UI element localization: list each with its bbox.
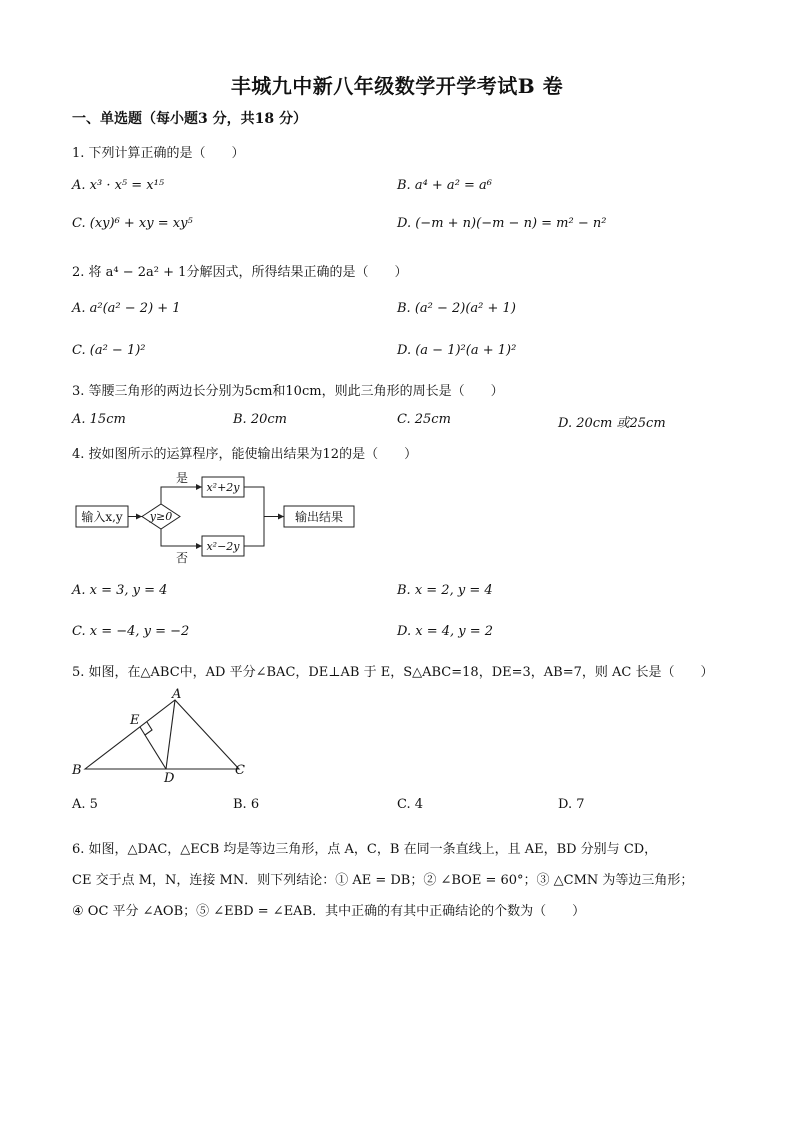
question-1-option-d: D. (−m + n)(−m − n) = m² − n² <box>397 216 607 231</box>
segment-ad <box>166 700 175 769</box>
triangle-figure <box>68 688 258 783</box>
question-5-option-c: C. 4 <box>397 797 424 812</box>
right-angle-mark <box>145 722 152 735</box>
flowchart-condition-label: y≥0 <box>149 510 173 523</box>
question-4-option-c: C. x = −4, y = −2 <box>72 624 190 639</box>
flowchart-no-label: 否 <box>175 551 189 565</box>
label-c: C <box>235 763 245 778</box>
page-title: 丰城九中新八年级数学开学考试B 卷 <box>230 74 564 98</box>
flowchart-no-expression: x²−2y <box>206 540 240 553</box>
question-2-option-b: B. (a² − 2)(a² + 1) <box>397 301 516 316</box>
label-d: D <box>164 771 175 783</box>
question-2-stem: 2. 将 a⁴ − 2a² + 1分解因式，所得结果正确的是（ ） <box>72 265 408 280</box>
question-3-option-d: D. 20cm 或25cm <box>558 416 666 431</box>
question-1-option-a: A. x³ · x⁵ = x¹⁵ <box>72 178 165 193</box>
section-heading: 一、单选题（每小题3 分，共18 分） <box>72 111 307 127</box>
question-3-option-c: C. 25cm <box>397 412 451 427</box>
question-4-option-a: A. x = 3, y = 4 <box>72 583 168 598</box>
question-2-option-d: D. (a − 1)²(a + 1)² <box>397 343 517 358</box>
question-5-stem: 5. 如图，在△ABC中，AD 平分∠BAC，DE⊥AB 于 E，S△ABC=18，DE=3，AB=7，则 AC 长是（ ） <box>72 665 714 680</box>
question-2-option-a: A. a²(a² − 2) + 1 <box>72 301 181 316</box>
question-6-stem-line-3: ④ OC 平分 ∠AOB；⑤ ∠EBD = ∠EAB．其中正确的有其中正确结论的个数为（ ） <box>72 904 586 919</box>
label-e: E <box>130 713 140 728</box>
question-1-option-b: B. a⁴ + a² = a⁶ <box>397 178 493 193</box>
segment-de <box>140 727 166 769</box>
question-4-stem: 4. 按如图所示的运算程序，能使输出结果为12的是（ ） <box>72 447 418 462</box>
question-5-option-d: D. 7 <box>558 797 585 812</box>
question-5-option-a: A. 5 <box>72 797 98 812</box>
question-3-option-a: A. 15cm <box>72 412 126 427</box>
question-5-option-b: B. 6 <box>233 797 260 812</box>
question-4-option-d: D. x = 4, y = 2 <box>397 624 494 639</box>
flowchart-output-label: 输出结果 <box>294 510 344 524</box>
question-6-stem-line-1: 6. 如图，△DAC，△ECB 均是等边三角形，点 A，C，B 在同一条直线上，且 AE，BD 分别与 CD， <box>72 842 658 857</box>
flowchart-input-label: 输入x,y <box>81 510 123 524</box>
label-a: A <box>172 688 182 702</box>
question-4-option-b: B. x = 2, y = 4 <box>397 583 493 598</box>
question-1-option-c: C. (xy)⁶ + xy = xy⁵ <box>72 216 193 231</box>
label-b: B <box>72 763 82 778</box>
question-1-stem: 1. 下列计算正确的是（ ） <box>72 146 245 161</box>
flowchart-yes-label: 是 <box>175 471 189 485</box>
question-6-stem-line-2: CE 交于点 M，N，连接 MN．则下列结论：① AE = DB；② ∠BOE = 60°；③ △CMN 为等边三角形； <box>72 873 694 888</box>
question-2-option-c: C. (a² − 1)² <box>72 343 146 358</box>
triangle-abc <box>85 700 239 769</box>
question-3-option-b: B. 20cm <box>233 412 287 427</box>
flowchart-yes-expression: x²+2y <box>206 481 240 494</box>
question-3-stem: 3. 等腰三角形的两边长分别为5cm和10cm，则此三角形的周长是（ ） <box>72 384 504 399</box>
flowchart-diagram <box>72 466 372 566</box>
